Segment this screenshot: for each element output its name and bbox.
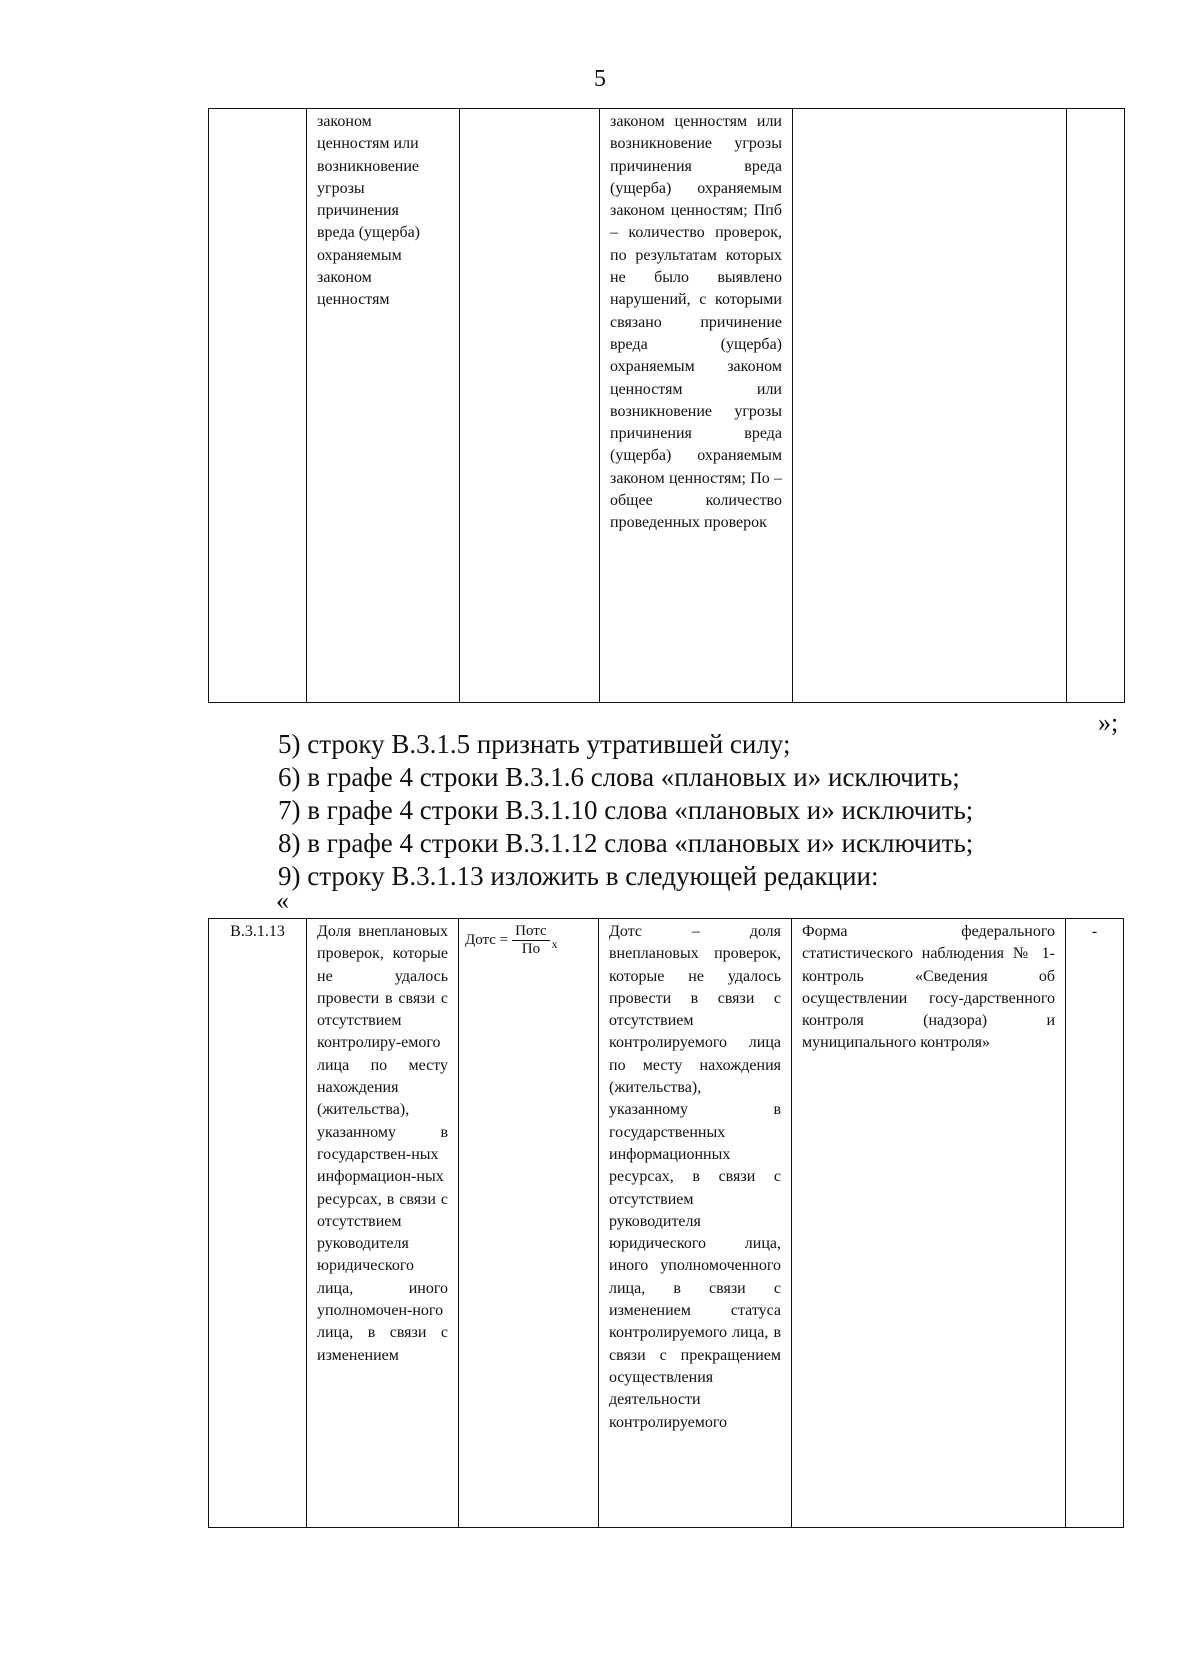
amendment-list	[278, 728, 973, 893]
amendment-item: 5) строку В.3.1.5 признать утратившей силу;	[278, 729, 791, 759]
cell-source: Форма федерального статистического наблюдения № 1-контроль «Сведения об осуществлении госу-дарственного контроля (надзора) и муниципального контроля»	[792, 919, 1066, 1528]
formula-denominator: По	[521, 941, 541, 957]
cell-formula	[459, 919, 599, 1528]
cell-formula	[460, 109, 600, 703]
cell-explanation: Дотс – доля внеплановых проверок, которые не удалось провести в связи с отсутствием контролируемого лица по месту нахождения (жительства), указанному в государственных информационных ресурсах, в связи с отсутствием руководителя юридического лица, иного уполномоченного лица, в связи с изменением статуса контролируемого лица, в связи с прекращением осуществления деятельности контролируемого	[599, 919, 792, 1528]
opening-quote: «	[276, 886, 289, 915]
cell-code	[209, 109, 307, 703]
closing-quote: »;	[1098, 708, 1119, 737]
cell-note	[1067, 109, 1125, 703]
amendment-item: 8) в графе 4 строки В.3.1.12 слова «плановых и» исключить;	[278, 828, 974, 858]
formula-multiply-sign: х	[551, 937, 558, 952]
page-number: 5	[594, 66, 606, 92]
formula-fraction	[512, 923, 550, 958]
formula	[465, 923, 588, 958]
formula-numerator: Потс	[512, 923, 550, 941]
formula-lhs: Дотс =	[465, 932, 509, 949]
amendment-item: 7) в графе 4 строки В.3.1.10 слова «плановых и» исключить;	[278, 795, 974, 825]
amendment-item: 6) в графе 4 строки В.3.1.6 слова «плановых и» исключить;	[278, 762, 960, 792]
amendment-item: 9) строку В.3.1.13 изложить в следующей редакции:	[278, 861, 879, 891]
cell-code: В.3.1.13	[209, 919, 307, 1528]
cell-note: -	[1066, 919, 1124, 1528]
cell-indicator-name: законом ценностям или возникновение угрозы причинения вреда (ущерба) охраняемым законом ценностям	[307, 109, 460, 703]
indicator-table-new-row	[208, 918, 1124, 1528]
cell-source	[793, 109, 1067, 703]
cell-indicator-name: Доля внеплановых проверок, которые не удалось провести в связи с отсутствием контролиру-емого лица по месту нахождения (жительства), указанному в государствен-ных информацион-ных ресурсах, в связи с отсутствием руководителя юридического лица, иного уполномочен-ного лица, в связи с изменением	[307, 919, 459, 1528]
indicator-table-continuation	[208, 108, 1125, 703]
cell-explanation: законом ценностям или возникновение угрозы причинения вреда (ущерба) охраняемым законом ценностям; Ппб – количество проверок, по результатам которых не было выявлено нарушений, с которыми связано причинение вреда (ущерба) охраняемым законом ценностям или возникновение угрозы причинения вреда (ущерба) охраняемым законом ценностям; По – общее количество проведенных проверок	[600, 109, 793, 703]
